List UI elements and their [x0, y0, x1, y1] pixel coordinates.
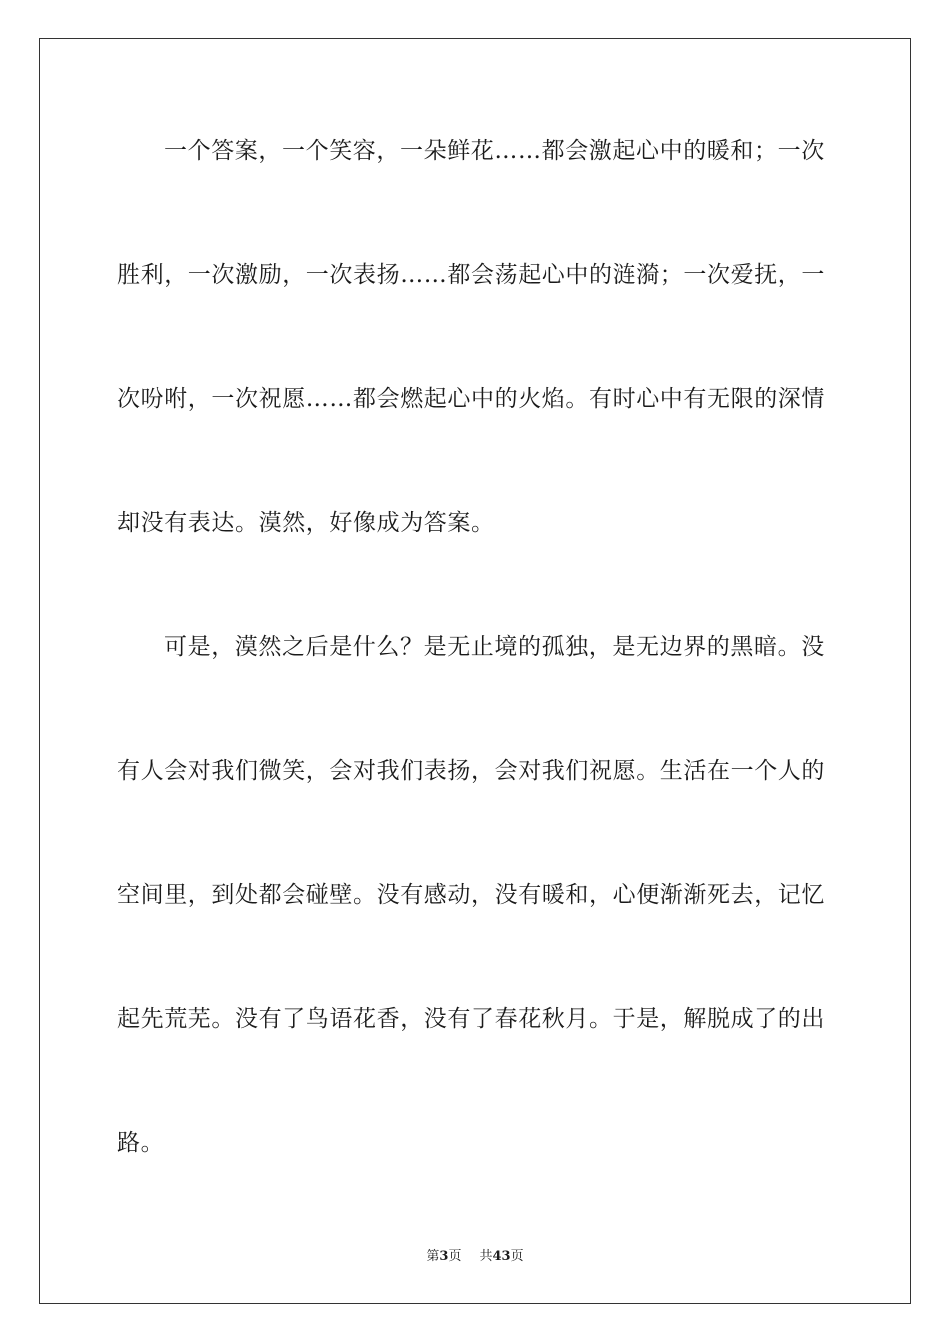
paragraph-1-line-4: 却没有表达。漠然，好像成为答案。	[117, 510, 495, 536]
page-number: 3	[439, 1249, 449, 1264]
paragraph-1-line-2: 胜利，一次激励，一次表扬……都会荡起心中的涟漪；一次爱抚，一	[117, 262, 825, 288]
total-prefix: 共	[479, 1249, 493, 1264]
page-footer	[0, 1248, 950, 1266]
paragraph-2-line-4: 起先荒芜。没有了鸟语花香，没有了春花秋月。于是，解脱成了的出	[117, 1006, 825, 1032]
paragraph-2-line-5: 路。	[117, 1130, 165, 1156]
paragraph-2-line-3: 空间里，到处都会碰壁。没有感动，没有暖和，心便渐渐死去，记忆	[117, 882, 825, 908]
page-border	[39, 38, 911, 1304]
total-suffix: 页	[510, 1249, 524, 1264]
paragraph-2-line-1: 可是，漠然之后是什么？是无止境的孤独，是无边界的黑暗。没	[164, 634, 825, 660]
paragraph-2-line-2: 有人会对我们微笑，会对我们表扬，会对我们祝愿。生活在一个人的	[117, 758, 825, 784]
page-suffix: 页	[448, 1249, 462, 1264]
paragraph-1-line-3: 次吩咐，一次祝愿……都会燃起心中的火焰。有时心中有无限的深情	[117, 386, 825, 412]
total-pages: 43	[492, 1249, 511, 1264]
page-prefix: 第	[426, 1249, 440, 1264]
paragraph-1-line-1: 一个答案，一个笑容，一朵鲜花……都会激起心中的暖和；一次	[164, 138, 825, 164]
